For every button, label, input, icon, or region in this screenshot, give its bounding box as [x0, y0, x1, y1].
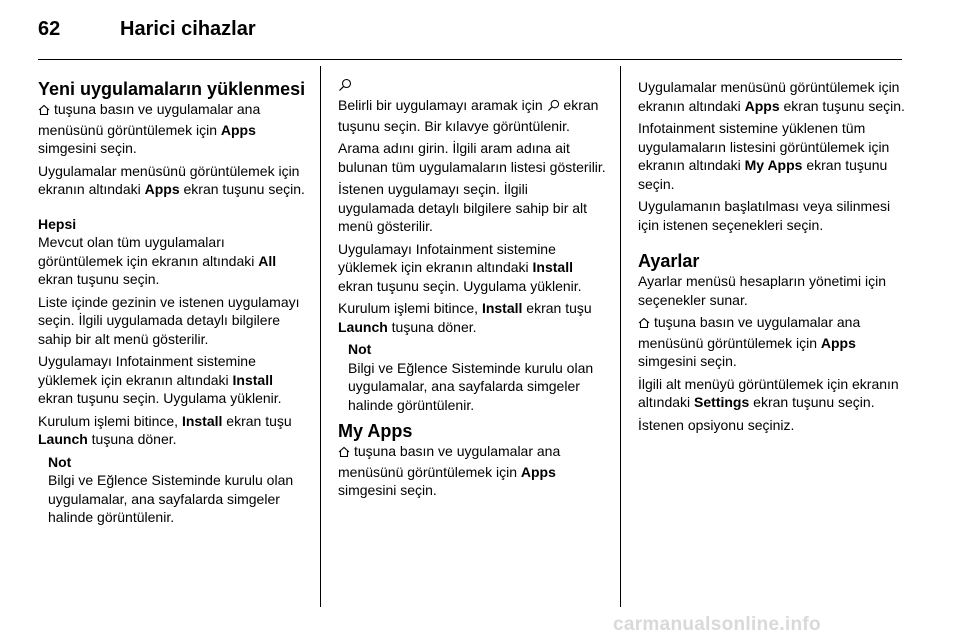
note-title: Not: [48, 453, 72, 470]
paragraph: Uygulamayı Infotainment sistemine yüklemek için ekranın altındaki Install ekran tuşunu seçin. Uygulama yüklenir.: [338, 240, 582, 294]
search-icon: [547, 98, 560, 117]
paragraph: Arama adını girin. İlgili aram adına ait bulunan tüm uygulamaların listesi gösterilir.: [338, 140, 606, 175]
paragraph: Ayarlar menüsü hesapların yönetimi için seçenekler sunar.: [638, 273, 886, 308]
column-2: [338, 78, 606, 504]
note-box: [338, 340, 606, 414]
paragraph: Belirli bir uygulamayı aramak için ekran tuşunu seçin. Bir kılavye görüntülenir.: [338, 97, 599, 134]
paragraph: Uygulamayı Infotainment sistemine yüklemek için ekranın altındaki Install ekran tuşunu seçin. Uygulama yüklenir.: [38, 353, 282, 406]
note-box: [38, 453, 306, 527]
column-divider: [620, 66, 621, 607]
paragraph: Uygulamalar menüsünü görüntülemek için ekranın altındaki Apps ekran tuşunu seçin.: [638, 79, 905, 114]
home-icon: [338, 444, 350, 463]
home-icon: [38, 102, 50, 121]
search-icon: [338, 78, 606, 94]
paragraph: Uygulamanın başlatılması veya silinmesi için istenen seçenekleri seçin.: [638, 198, 891, 233]
home-icon: [638, 315, 650, 334]
paragraph: tuşuna basın ve uygulamalar ana menüsünü görüntülemek için Apps simgesini seçin.: [638, 314, 861, 369]
paragraph: Kurulum işlemi bitince, Install ekran tuşu Launch tuşuna döner.: [38, 412, 292, 447]
paragraph: Infotainment sistemine yüklenen tüm uygulamaların listesini görüntülemek için ekranın altındaki My Apps ekran tuşunu seçin.: [638, 120, 890, 192]
section-heading: Yeni uygulamaların yüklenmesi: [38, 79, 306, 99]
note-text: Bilgi ve Eğlence Sisteminde kurulu olan uygulamalar, ana sayfalarda simgeler halinde görüntülenir.: [348, 359, 594, 413]
paragraph: Kurulum işlemi bitince, Install ekran tuşu Launch tuşuna döner.: [338, 300, 592, 335]
header-divider: [38, 59, 902, 60]
paragraph: tuşuna basın ve uygulamalar ana menüsünü görüntülemek için Apps simgesini seçin.: [338, 443, 561, 498]
column-divider: [320, 66, 321, 607]
paragraph: İstenen uygulamayı seçin. İlgili uygulamada detaylı bilgilere sahip bir alt menü gösterilir.: [338, 181, 588, 234]
column-3: [638, 78, 906, 438]
sub-heading: Hepsi: [38, 215, 77, 232]
note-text: Bilgi ve Eğlence Sisteminde kurulu olan uygulamalar, ana sayfalarda simgeler halinde görüntülenir.: [48, 472, 294, 525]
paragraph: tuşuna basın ve uygulamalar ana menüsünü görüntülemek için Apps simgesini seçin.: [38, 101, 261, 156]
paragraph: Mevcut olan tüm uygulamaları görüntülemek için ekranın altındaki All ekran tuşunu seçin.: [38, 234, 277, 287]
column-1: [38, 78, 306, 533]
paragraph: Liste içinde gezinin ve istenen uygulamayı seçin. İlgili uygulamada detaylı bilgilere sahip bir alt menü gösterilir.: [38, 293, 300, 347]
section-heading: Ayarlar: [638, 251, 700, 271]
paragraph: İlgili alt menüyü görüntülemek için ekranın altındaki Settings ekran tuşunu seçin.: [638, 375, 899, 410]
section-heading: My Apps: [338, 421, 413, 441]
watermark[interactable]: carmanualsonline.info: [613, 614, 821, 635]
paragraph: İstenen opsiyonu seçiniz.: [638, 416, 795, 433]
note-title: Not: [348, 341, 372, 357]
page-number: 62: [38, 18, 61, 40]
paragraph: Uygulamalar menüsünü görüntülemek için ekranın altındaki Apps ekran tuşunu seçin.: [38, 162, 305, 197]
chapter-title: Harici cihazlar: [120, 18, 256, 40]
